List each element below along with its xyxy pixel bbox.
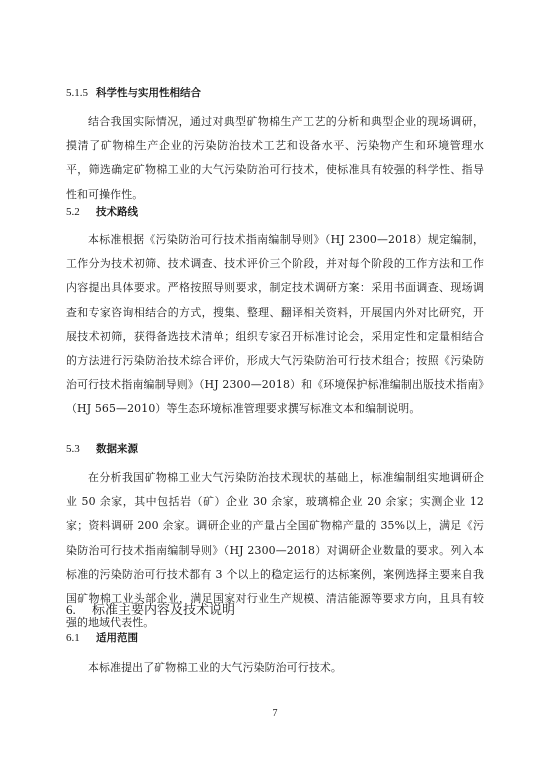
section-title: 适用范围 [96,632,138,644]
section-number: 5.1.5 [66,87,88,99]
paragraph-6-1: 本标准提出了矿物棉工业的大气污染防治可行技术。 [88,661,342,674]
section-title: 科学性与实用性相结合 [96,87,201,99]
paragraph-5-2: 本标准根据《污染防治可行技术指南编制导则》（HJ 2300—2018）规定编制，工作分为技术初筛、技术调查、技术评价三个阶段，并对每个阶段的工作方法和工作内容提出具体要求。严格按照导则要求，制定技术调研方案：采用书面调查、现场调查和专家咨询相结合的方式，搜集、整理、翻译相关资料，开展国内外对比研究，开展技术初筛，获得备选技术清单；组织专家召开标准讨论会，采用定性和定量相结合的方法进行污染防治技术综合评价，形成大气污染防治可行技术组合；按照《污染防治可行技术指南编制导则》（HJ 2300—2018）和《环境保护标准编制出版技术指南》（HJ 565—2010）等生态环境标准管理要求撰写标准文本和编制说明。 [66,233,484,416]
section-heading-5-1-5 [66,86,201,100]
section-title: 标准主要内容及技术说明 [92,603,236,618]
section-number: 5.3 [66,443,80,455]
section-heading-5-2 [66,205,138,219]
section-heading-5-3 [66,442,138,456]
section-number: 6.1 [66,632,80,644]
section-title: 数据来源 [96,443,138,455]
section-heading-6 [66,602,235,619]
section-number: 6. [66,602,76,617]
section-title: 技术路线 [96,206,138,218]
paragraph-5-3: 在分析我国矿物棉工业大气污染防治技术现状的基础上，标准编制组实地调研企业 50 余家，其中包括岩（矿）企业 30 余家，玻璃棉企业 20 余家；实测企业 12 家；资料调研 200 余家。调研企业的产量占全国矿物棉产量的 35%以上，满足《污染防治可行技术指南编制导则》（HJ 2300—2018）对调研企业数量的要求。列入本标准的污染防治可行技术都有 3 个以上的稳定运行的达标案例，案例选择主要来自我国矿物棉工业头部企业，满足国家对行业生产规模、清洁能源等要求方向，且具有较强的地域代表性。 [66,471,484,630]
section-number: 5.2 [66,206,80,218]
paragraph-5-1-5: 结合我国实际情况，通过对典型矿物棉生产工艺的分析和典型企业的现场调研，摸清了矿物棉生产企业的污染防治技术工艺和设备水平、污染物产生和环境管理水平，筛选确定矿物棉工业的大气污染防治可行技术，使标准具有较强的科学性、指导性和可操作性。 [66,115,484,201]
page-number: 7 [272,708,278,719]
section-heading-6-1 [66,631,138,645]
